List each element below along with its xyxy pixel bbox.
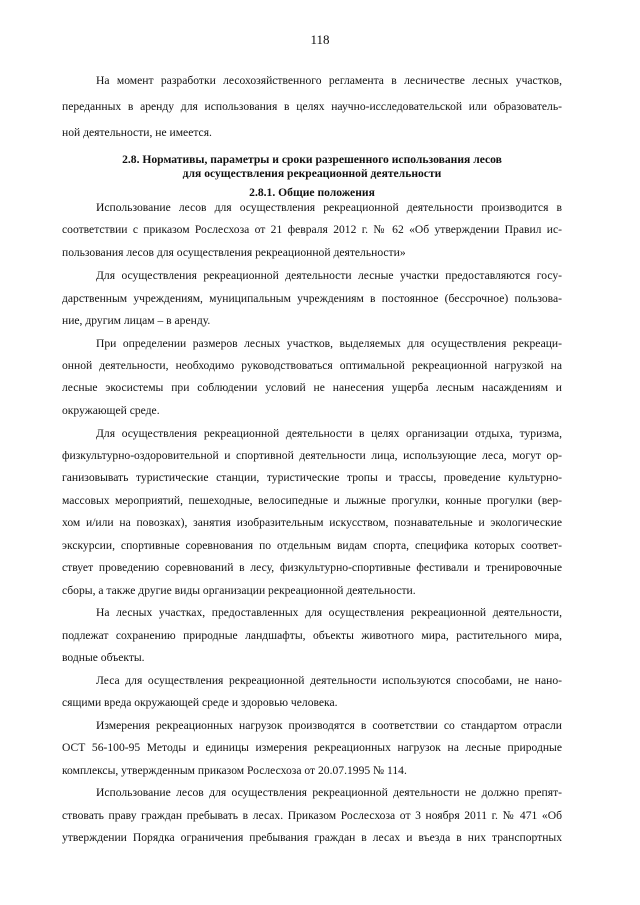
body-line: дарственным учреждениям, муниципальным учреждениям в постоянное (бессрочное) пользова- (62, 292, 562, 305)
body-line: При определении размеров лесных участков, выделяемых для осуществления рекреаци- (96, 337, 562, 350)
body-line: экскурсии, спортивные соревнования по отдельным видам спорта, специфика которых соответ- (62, 539, 562, 552)
body-line: Леса для осуществления рекреационной деятельности используются способами, не нано- (96, 674, 562, 687)
section-title: для осуществления рекреационной деятельности (182, 167, 442, 180)
body-line: подлежат сохранению природные ландшафты, объекты животного мира, растительного мира, (62, 629, 562, 642)
body-line: ствует проведению соревнований в лесу, физкультурно-спортивные фестивали и тренировочные (62, 561, 562, 574)
body-line: Для осуществления рекреационной деятельности в целях организации отдыха, туризма, (96, 427, 562, 440)
body-line: Измерения рекреационных нагрузок производятся в соответствии со стандартом отрасли (96, 719, 562, 732)
body-line: водные объекты. (62, 651, 145, 664)
body-line: Для осуществления рекреационной деятельности лесные участки предоставляются госу- (96, 269, 562, 282)
body-line: На момент разработки лесохозяйственного регламента в лесничестве лесных участков, (96, 74, 562, 87)
body-line: хом и/или на повозках), занятия изобразительным искусством, познавательные и экологические (62, 516, 562, 529)
page-number: 118 (310, 32, 330, 47)
body-line: ной деятельности, не имеется. (62, 126, 212, 139)
body-line: ствовать праву граждан пребывать в лесах. Приказом Рослесхоза от 3 ноября 2011 г. № 471 «Об (62, 809, 562, 822)
body-line: физкультурно-оздоровительной и спортивной деятельности лица, использующие леса, могут ор- (62, 449, 562, 462)
body-line: окружающей среде. (62, 404, 160, 417)
body-line: ние, другим лицам – в аренду. (62, 314, 211, 327)
body-line: соответствии с приказом Рослесхоза от 21 февраля 2012 г. № 62 «Об утверждении Правил ис- (62, 223, 562, 236)
section-title: 2.8. Нормативы, параметры и сроки разрешенного использования лесов (122, 153, 502, 166)
body-line: утверждении Порядка ограничения пребывания граждан в лесах и въезда в них транспортных (62, 831, 562, 844)
body-line: комплексы, утвержденным приказом Рослесхоза от 20.07.1995 № 114. (62, 764, 407, 777)
subsection-title: 2.8.1. Общие положения (249, 186, 375, 199)
body-line: массовых мероприятий, пешеходные, велосипедные и лыжные прогулки, конные прогулки (вер- (62, 494, 562, 507)
body-line: ганизовывать туристические станции, туристические тропы и трассы, проведение культурно- (62, 471, 562, 484)
body-line: онной деятельности, необходимо руководствоваться оптимальной рекреационной нагрузкой на (62, 359, 562, 372)
body-line: Использование лесов для осуществления рекреационной деятельности не должно препят- (96, 786, 562, 799)
body-line: пользования лесов для осуществления рекреационной деятельности» (62, 246, 406, 259)
body-line: переданных в аренду для использования в целях научно-исследовательской или образователь- (62, 100, 562, 113)
body-line: На лесных участках, предоставленных для осуществления рекреационной деятельности, (96, 606, 562, 619)
body-line: Использование лесов для осуществления рекреационной деятельности производится в (96, 201, 562, 214)
body-line: лесные экосистемы при соблюдении условий не нанесения ущерба лесным насаждениям и (62, 381, 562, 394)
body-line: сящими вреда окружающей среде и здоровью человека. (62, 696, 338, 709)
body-line: сборы, а также другие виды организации рекреационной деятельности. (62, 584, 416, 597)
body-line: ОСТ 56-100-95 Методы и единицы измерения рекреационных нагрузок на лесные природные (62, 741, 562, 754)
